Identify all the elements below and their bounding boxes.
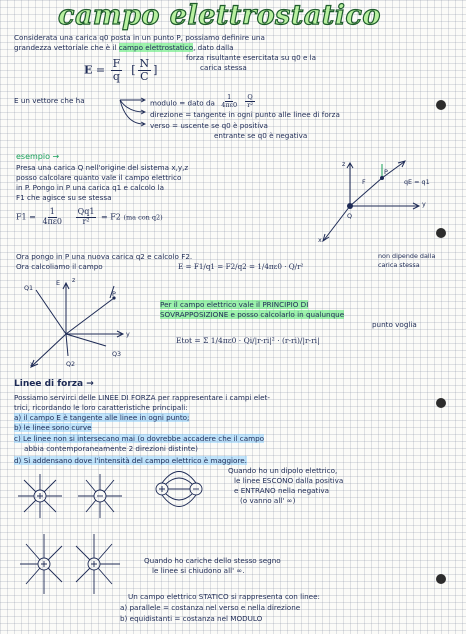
axes2-z: z xyxy=(72,276,76,284)
f1-qnum: Qq1 xyxy=(77,207,95,216)
intro-line-3: forza risultante esercitata su q0 e la xyxy=(186,53,317,62)
example-heading: esempio → xyxy=(16,152,60,161)
unit-num: N xyxy=(139,57,150,70)
field-definition-formula: E = $\frac{F}{q}$ [ $\frac{N}{C}$ ] xyxy=(84,57,158,84)
intro-highlight: campo elettrostatico xyxy=(118,43,194,52)
dipole-line-2: le linee ESCONO dalla positiva xyxy=(234,476,344,485)
linee-c2: abbia contemporaneamente 2 direzioni distinte) xyxy=(24,444,198,453)
axes2-x: x xyxy=(30,360,34,368)
static-b: b) equidistanti = costanza nel MODULO xyxy=(120,614,263,623)
modulo-den: 4πε0 xyxy=(221,101,238,110)
modulo-num: 1 xyxy=(227,93,232,101)
axes1-qf: qE = q1 xyxy=(404,178,430,186)
vector-verso-2: entrante se q0 è negativa xyxy=(214,131,308,140)
linee-b-text: b) le linee sono curve xyxy=(14,423,92,432)
linee-heading: Linee di forza → xyxy=(14,379,94,389)
linee-line-1: Possiamo servirci delle LINEE DI FORZA per rappresentare i campi elet- xyxy=(14,393,270,402)
static-line-1: Un campo elettrico STATICO si rappresenta con linee: xyxy=(128,592,320,601)
superposition-line-1 xyxy=(160,300,308,309)
linee-c1 xyxy=(14,434,264,443)
formula-fraction xyxy=(111,58,123,83)
modulo-q: Q xyxy=(247,93,253,101)
linee-a-text: a) il campo E è tangente alle linee in ogni punto; xyxy=(14,413,190,422)
axes2-q2: Q2 xyxy=(66,360,76,368)
axes2-q1: Q1 xyxy=(24,284,34,292)
axes2-e: E xyxy=(56,279,61,287)
binder-hole-1 xyxy=(436,100,446,110)
example-line-2: posso calcolare quanto vale il campo elettrico xyxy=(16,173,182,182)
same-sign-field-lines xyxy=(14,528,134,600)
linee-d-text: d) Si addensano dove l'intensità del campo elettrico è maggiore. xyxy=(14,456,247,465)
superposition-l2: SOVRAPPOSIZIONE e posso calcolarlo in qualunque xyxy=(160,310,345,319)
binder-hole-4 xyxy=(436,574,446,584)
static-a: a) parallele = costanza nel verso e nella direzione xyxy=(120,603,301,612)
page-title: campo elettrostatico xyxy=(58,0,381,31)
binder-hole-3 xyxy=(436,398,446,408)
superposition-line-2 xyxy=(160,310,344,319)
axes1-y: y xyxy=(422,200,426,208)
f1-rhs: = F2 xyxy=(101,212,121,222)
f1-formula xyxy=(16,208,163,227)
same-sign-line-2: le linee si chiudono all' ∞. xyxy=(152,566,245,575)
formula-lhs: E xyxy=(84,63,93,77)
f1-den: 4πε0 xyxy=(42,216,63,226)
superposition-l1: Per il campo elettrico vale il PRINCIPIO DI xyxy=(160,300,309,309)
point-charges-field-lines xyxy=(10,468,130,524)
axes1-z: z xyxy=(342,160,346,168)
intro-line-2 xyxy=(14,43,234,52)
dipole-field-lines xyxy=(140,466,220,512)
formula-num: F xyxy=(112,57,121,70)
axes1-q: Q xyxy=(347,212,353,220)
formula-den: q xyxy=(112,70,120,84)
vector-label: E un vettore che ha xyxy=(14,96,85,105)
axes2-p: P xyxy=(112,290,116,298)
unit-den: C xyxy=(140,70,149,84)
vector-verso: verso = uscente se q0 è positiva xyxy=(150,121,268,130)
f1-lhs: F1 = xyxy=(16,212,36,222)
modulo-text: modulo = dato da xyxy=(150,98,215,108)
modulo-formula xyxy=(217,94,257,109)
example-line-1: Presa una carica Q nell'origine del sistema x,y,z xyxy=(16,163,189,172)
dipole-line-1: Quando ho un dipolo elettrico, xyxy=(228,466,338,475)
unit-fraction xyxy=(138,58,152,83)
superposition-line-3: punto voglia xyxy=(372,320,417,329)
f1-note: (ma con q2) xyxy=(123,213,163,222)
dipole-line-3: e ENTRANO nella negativa xyxy=(234,486,330,495)
axes2-y: y xyxy=(126,330,130,338)
axes1-p: P xyxy=(384,168,388,176)
vector-direzione: direzione = tangente in ogni punto alle linee di forza xyxy=(150,110,340,119)
linee-b xyxy=(14,423,92,432)
linee-c1-text: c) Le linee non si intersecano mai (o dovrebbe accadere che il campo xyxy=(14,434,265,443)
linee-a xyxy=(14,413,189,422)
axes1-x: x xyxy=(318,236,322,244)
side-note: non dipende dalla carica stessa xyxy=(378,252,436,269)
vector-modulo xyxy=(150,93,257,111)
intro-line-2a: grandezza vettoriale che è il xyxy=(14,43,117,52)
same-sign-line-1: Quando ho cariche dello stesso segno xyxy=(144,556,281,565)
example-line-3: in P. Pongo in P una carica q1 e calcolo la xyxy=(16,183,165,192)
axes2-q3: Q3 xyxy=(112,350,122,358)
example-line-6: Ora calcoliamo il campo xyxy=(16,262,103,271)
axes1-f: F xyxy=(362,178,366,186)
brace-arrows-icon xyxy=(118,94,148,134)
intro-line-4: carica stessa xyxy=(200,63,247,72)
example-line-4: F1 che agisce su se stessa xyxy=(16,193,112,202)
modulo-r: r² xyxy=(247,101,253,110)
intro-line-2c: , dato dalla xyxy=(193,43,234,52)
intro-line-1: Considerata una carica q0 posta in un punto P, possiamo definire una xyxy=(14,33,265,42)
linee-line-2: trici, ricordando le loro caratteristiche principali: xyxy=(14,403,188,412)
superposition-formula: Etot = Σ 1/4πε0 · Qi/|r-ri|² · (r-ri)/|r-ri| xyxy=(176,336,320,345)
f1-qden: r² xyxy=(82,216,90,226)
example-line-5: Ora pongo in P una nuova carica q2 e calcolo F2. xyxy=(16,252,193,261)
f1-num: 1 xyxy=(49,207,55,216)
dipole-line-4: (o vanno all' ∞) xyxy=(240,496,296,505)
linee-d xyxy=(14,456,247,465)
e-formula: E = F1/q1 = F2/q2 = 1/4πε0 · Q/r² xyxy=(178,262,304,271)
